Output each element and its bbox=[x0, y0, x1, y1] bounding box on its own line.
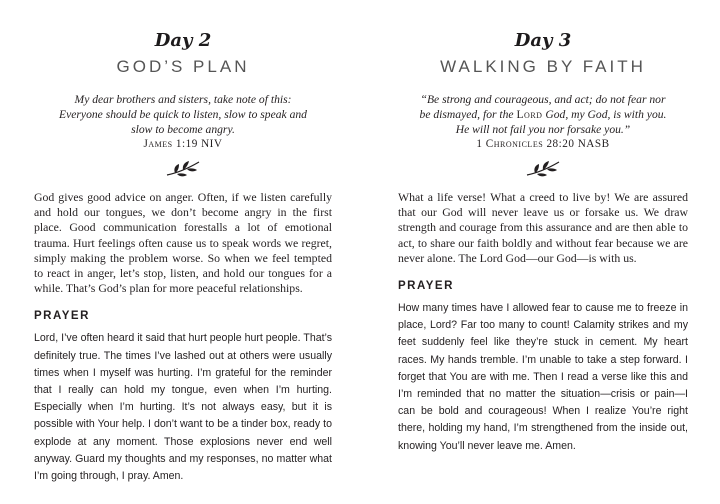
prayer-heading: PRAYER bbox=[34, 310, 90, 323]
verse-ref-text: 1 Chronicles 28:20 NASB bbox=[476, 138, 610, 150]
verse-ref-text: James 1:19 NIV bbox=[143, 138, 223, 150]
verse-text-part2: God, my God, is with you. He will not fail you nor forsake you.” bbox=[455, 108, 667, 136]
devotion-title: WALKING BY FAITH bbox=[440, 57, 646, 76]
scripture-reference bbox=[398, 137, 688, 152]
olive-branch-icon bbox=[523, 158, 563, 180]
olive-branch-icon bbox=[163, 158, 203, 180]
day-heading: Day 3 bbox=[514, 30, 572, 51]
scripture-verse bbox=[398, 92, 688, 137]
right-page bbox=[360, 0, 720, 504]
devotion-title: GOD’S PLAN bbox=[116, 57, 250, 76]
prayer-text: How many times have I allowed fear to cause me to freeze in place, Lord? Far too many to count! Calamity strikes and my feet suddenly feel like they’re stuck in cement. My heart races. My hands tremble. I’m unable to take a step forward. I forget that You are with me. Then I read a verse like this and I’m reminded that no matter the situation—crisis or pain—I can be bold and courageous! When I realize You’re right there, holding my hand, I’m strengthened from the inside out, knowing You’ll never leave me. Amen. bbox=[398, 302, 688, 452]
devotion-body: God gives good advice on anger. Often, if we listen carefully and hold our tongues, we don’t become angry in the first place. Good communication forestalls a lot of emotional trauma. Hurt feelings often cause us to speak words we regret, simply making the problem worse. So when we feel tempted to react in anger, let’s stop, listen, and hold our tongues for a while. That’s God’s plan for more peaceful relationships. bbox=[34, 190, 332, 296]
day-heading: Day 2 bbox=[154, 30, 212, 51]
prayer-text: Lord, I’ve often heard it said that hurt people hurt people. That’s definitely true. The times I’ve lashed out at others were usually times when I myself was hurting. I’m grateful for the reminder that I really can hold my tongue, even when I’m hurting. Especially when I’m hurting. It’s not always easy, but it is possible with Your help. I don’t want to be a tinder box, ready to explode at any moment. Those explosions never end well anyway. Guard my thoughts and my responses, no matter what I’m going through, I pray. Amen. bbox=[34, 332, 332, 483]
scripture-verse: My dear brothers and sisters, take note of this: Everyone should be quick to listen, slow to speak and slow to become angry. bbox=[59, 93, 307, 136]
verse-lord: Lord bbox=[516, 108, 543, 121]
prayer-heading: PRAYER bbox=[398, 280, 454, 293]
verse-text-part1: “Be strong and courageous, and act; do not fear nor be dismayed, for the bbox=[419, 93, 666, 121]
scripture-reference bbox=[34, 137, 332, 152]
devotion-body: What a life verse! What a creed to live by! We are assured that our God will never leave us or forsake us. We draw strength and courage from this assurance and are then able to act, to share our faith boldly and without fear because we are never alone. The Lord God—our God—is with us. bbox=[398, 190, 688, 265]
